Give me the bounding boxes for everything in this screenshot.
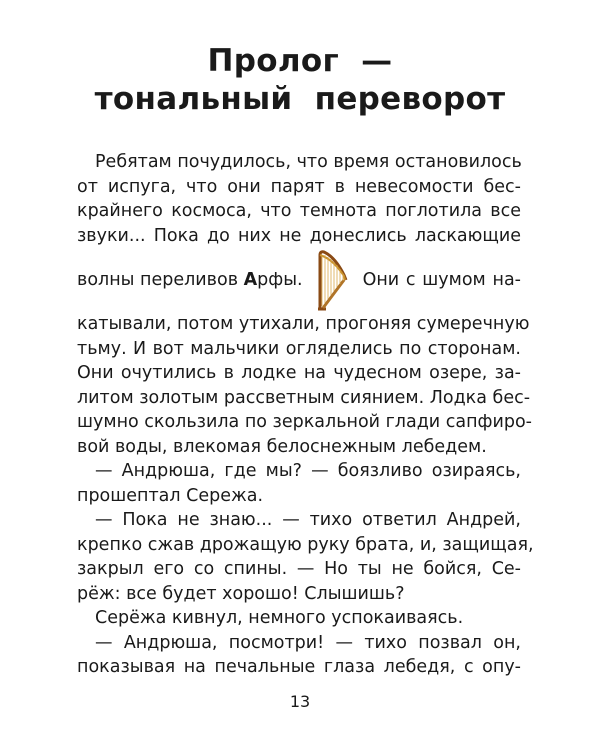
text-line: литом золотым рассветным сиянием. Лодка бес- — [77, 387, 531, 408]
dialogue-line: рёж: все будет хорошо! Слышишь? — [77, 583, 405, 604]
dialogue-line: прошептал Сережа. — [77, 485, 264, 506]
harp-line-rest: Они с шумом на- — [362, 270, 521, 290]
chapter-title — [0, 42, 600, 118]
dialogue-line: показывая на печальные глаза лебедя, с опу- — [77, 657, 521, 677]
text-line: катывали, потом утихали, прогоняя сумеречную — [77, 314, 530, 334]
dialogue-line: закрыл его со спины. — Но ты не бойся, Се- — [77, 559, 521, 579]
dialogue-line: крепко сжав дрожащую руку брата, и, защищая, — [77, 534, 534, 555]
body-text — [77, 150, 534, 680]
harp-line-after: рфы. — [257, 270, 303, 290]
text-line: шумно скользила по зеркальной глади сапфиро- — [77, 412, 532, 432]
harp-line-start — [77, 248, 303, 312]
dialogue-line: — Андрюша, посмотри! — тихо позвал он, — [95, 632, 521, 653]
text-line: Ребятам почудилось, что время остановилось — [95, 152, 522, 172]
harp-line-before: волны переливов — [77, 270, 244, 290]
dialogue-line: Серёжа кивнул, немного успокаиваясь. — [95, 608, 464, 628]
chapter-title-line-2: тональный переворот — [94, 81, 506, 117]
page-number: 13 — [289, 692, 311, 711]
text-line: тьму. И вот мальчики огляделись по сторонам. — [77, 338, 521, 359]
harp-line-bold-letter: А — [243, 270, 258, 290]
text-line: вой воды, влекомая белоснежным лебедем. — [77, 436, 487, 457]
harp-text-line — [77, 248, 521, 312]
harp-icon — [313, 249, 349, 311]
dialogue-line: — Андрюша, где мы? — боязливо озираясь, — [95, 461, 521, 481]
dialogue-line: — Пока не знаю... — тихо ответил Андрей, — [95, 510, 521, 530]
chapter-title-line-1: Пролог — — [207, 43, 393, 79]
text-line: звуки... Пока до них не донеслись ласкающие — [77, 225, 521, 246]
text-line: от испуга, что они парят в невесомости бес- — [77, 176, 521, 197]
text-line: Они очутились в лодке на чудесном озере, за- — [77, 363, 521, 383]
text-line: крайнего космоса, что темнота поглотила все — [77, 201, 521, 221]
